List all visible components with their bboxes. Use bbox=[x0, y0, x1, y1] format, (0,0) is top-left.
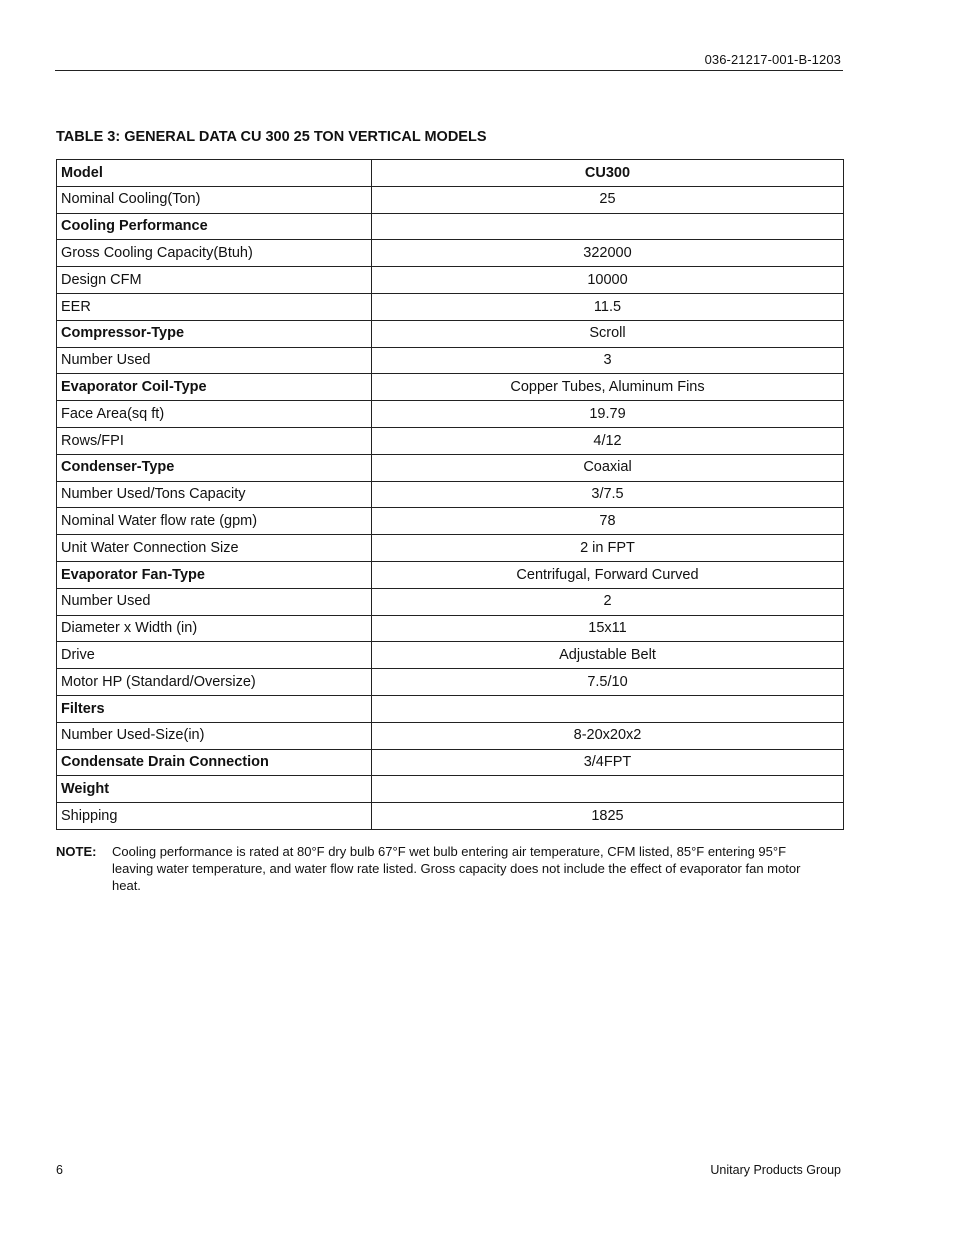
row-value: 3/4FPT bbox=[372, 749, 844, 776]
table-row bbox=[57, 481, 844, 508]
table-row bbox=[57, 535, 844, 562]
table-row bbox=[57, 749, 844, 776]
row-value: Scroll bbox=[372, 320, 844, 347]
table-row bbox=[57, 160, 844, 187]
row-value: Copper Tubes, Aluminum Fins bbox=[372, 374, 844, 401]
row-label: Drive bbox=[57, 642, 372, 669]
row-value bbox=[372, 213, 844, 240]
row-label: Diameter x Width (in) bbox=[57, 615, 372, 642]
table-row bbox=[57, 186, 844, 213]
row-label: Number Used/Tons Capacity bbox=[57, 481, 372, 508]
row-label: Motor HP (Standard/Oversize) bbox=[57, 669, 372, 696]
table-row bbox=[57, 803, 844, 830]
row-label: Rows/FPI bbox=[57, 427, 372, 454]
row-label: Number Used bbox=[57, 347, 372, 374]
row-label: Shipping bbox=[57, 803, 372, 830]
table-row bbox=[57, 240, 844, 267]
row-label: Compressor-Type bbox=[57, 320, 372, 347]
row-label: Unit Water Connection Size bbox=[57, 535, 372, 562]
row-label: Condenser-Type bbox=[57, 454, 372, 481]
table-row bbox=[57, 615, 844, 642]
general-data-table bbox=[56, 159, 844, 830]
row-label: Cooling Performance bbox=[57, 213, 372, 240]
row-value bbox=[372, 695, 844, 722]
row-label: Evaporator Coil-Type bbox=[57, 374, 372, 401]
row-label: Nominal Water flow rate (gpm) bbox=[57, 508, 372, 535]
table-row bbox=[57, 561, 844, 588]
table-title: TABLE 3: GENERAL DATA CU 300 25 TON VERTICAL MODELS bbox=[56, 129, 487, 145]
row-value: 7.5/10 bbox=[372, 669, 844, 696]
row-value: 25 bbox=[372, 186, 844, 213]
table-row bbox=[57, 320, 844, 347]
row-value: 2 in FPT bbox=[372, 535, 844, 562]
row-value: Coaxial bbox=[372, 454, 844, 481]
row-label: Filters bbox=[57, 695, 372, 722]
table-row bbox=[57, 427, 844, 454]
row-value: 78 bbox=[372, 508, 844, 535]
table-row bbox=[57, 213, 844, 240]
table-note bbox=[56, 843, 826, 894]
row-value: 15x11 bbox=[372, 615, 844, 642]
header-divider bbox=[55, 70, 843, 71]
table-row bbox=[57, 588, 844, 615]
row-value: Centrifugal, Forward Curved bbox=[372, 561, 844, 588]
row-label: Design CFM bbox=[57, 267, 372, 294]
row-value: 4/12 bbox=[372, 427, 844, 454]
row-value: CU300 bbox=[372, 160, 844, 187]
table-row bbox=[57, 267, 844, 294]
row-value: 10000 bbox=[372, 267, 844, 294]
table-row bbox=[57, 642, 844, 669]
row-value: Adjustable Belt bbox=[372, 642, 844, 669]
table-row bbox=[57, 347, 844, 374]
table-row bbox=[57, 293, 844, 320]
row-value: 3 bbox=[372, 347, 844, 374]
row-value: 3/7.5 bbox=[372, 481, 844, 508]
row-label: Condensate Drain Connection bbox=[57, 749, 372, 776]
table-row bbox=[57, 401, 844, 428]
row-value: 11.5 bbox=[372, 293, 844, 320]
table-row bbox=[57, 374, 844, 401]
row-label: Gross Cooling Capacity(Btuh) bbox=[57, 240, 372, 267]
row-label: Evaporator Fan-Type bbox=[57, 561, 372, 588]
row-label: Nominal Cooling(Ton) bbox=[57, 186, 372, 213]
row-label: EER bbox=[57, 293, 372, 320]
company-name: Unitary Products Group bbox=[710, 1163, 841, 1177]
row-value: 19.79 bbox=[372, 401, 844, 428]
row-label: Number Used bbox=[57, 588, 372, 615]
table-row bbox=[57, 695, 844, 722]
row-value: 8-20x20x2 bbox=[372, 722, 844, 749]
document-code: 036-21217-001-B-1203 bbox=[704, 52, 841, 67]
note-text: Cooling performance is rated at 80°F dry bulb 67°F wet bulb entering air temperature, CFM listed, 85°F entering 95°F leaving water temperature, and water flow rate listed. Gross capacity does not include the effect of evaporator fan motor heat. bbox=[112, 844, 801, 893]
table-row bbox=[57, 669, 844, 696]
table-row bbox=[57, 508, 844, 535]
table-row bbox=[57, 454, 844, 481]
row-value: 322000 bbox=[372, 240, 844, 267]
row-label: Weight bbox=[57, 776, 372, 803]
page-number: 6 bbox=[56, 1163, 63, 1177]
row-value: 1825 bbox=[372, 803, 844, 830]
table-row bbox=[57, 722, 844, 749]
row-value bbox=[372, 776, 844, 803]
row-value: 2 bbox=[372, 588, 844, 615]
row-label: Number Used-Size(in) bbox=[57, 722, 372, 749]
row-label: Face Area(sq ft) bbox=[57, 401, 372, 428]
note-label: NOTE: bbox=[56, 844, 97, 859]
row-label: Model bbox=[57, 160, 372, 187]
table-row bbox=[57, 776, 844, 803]
